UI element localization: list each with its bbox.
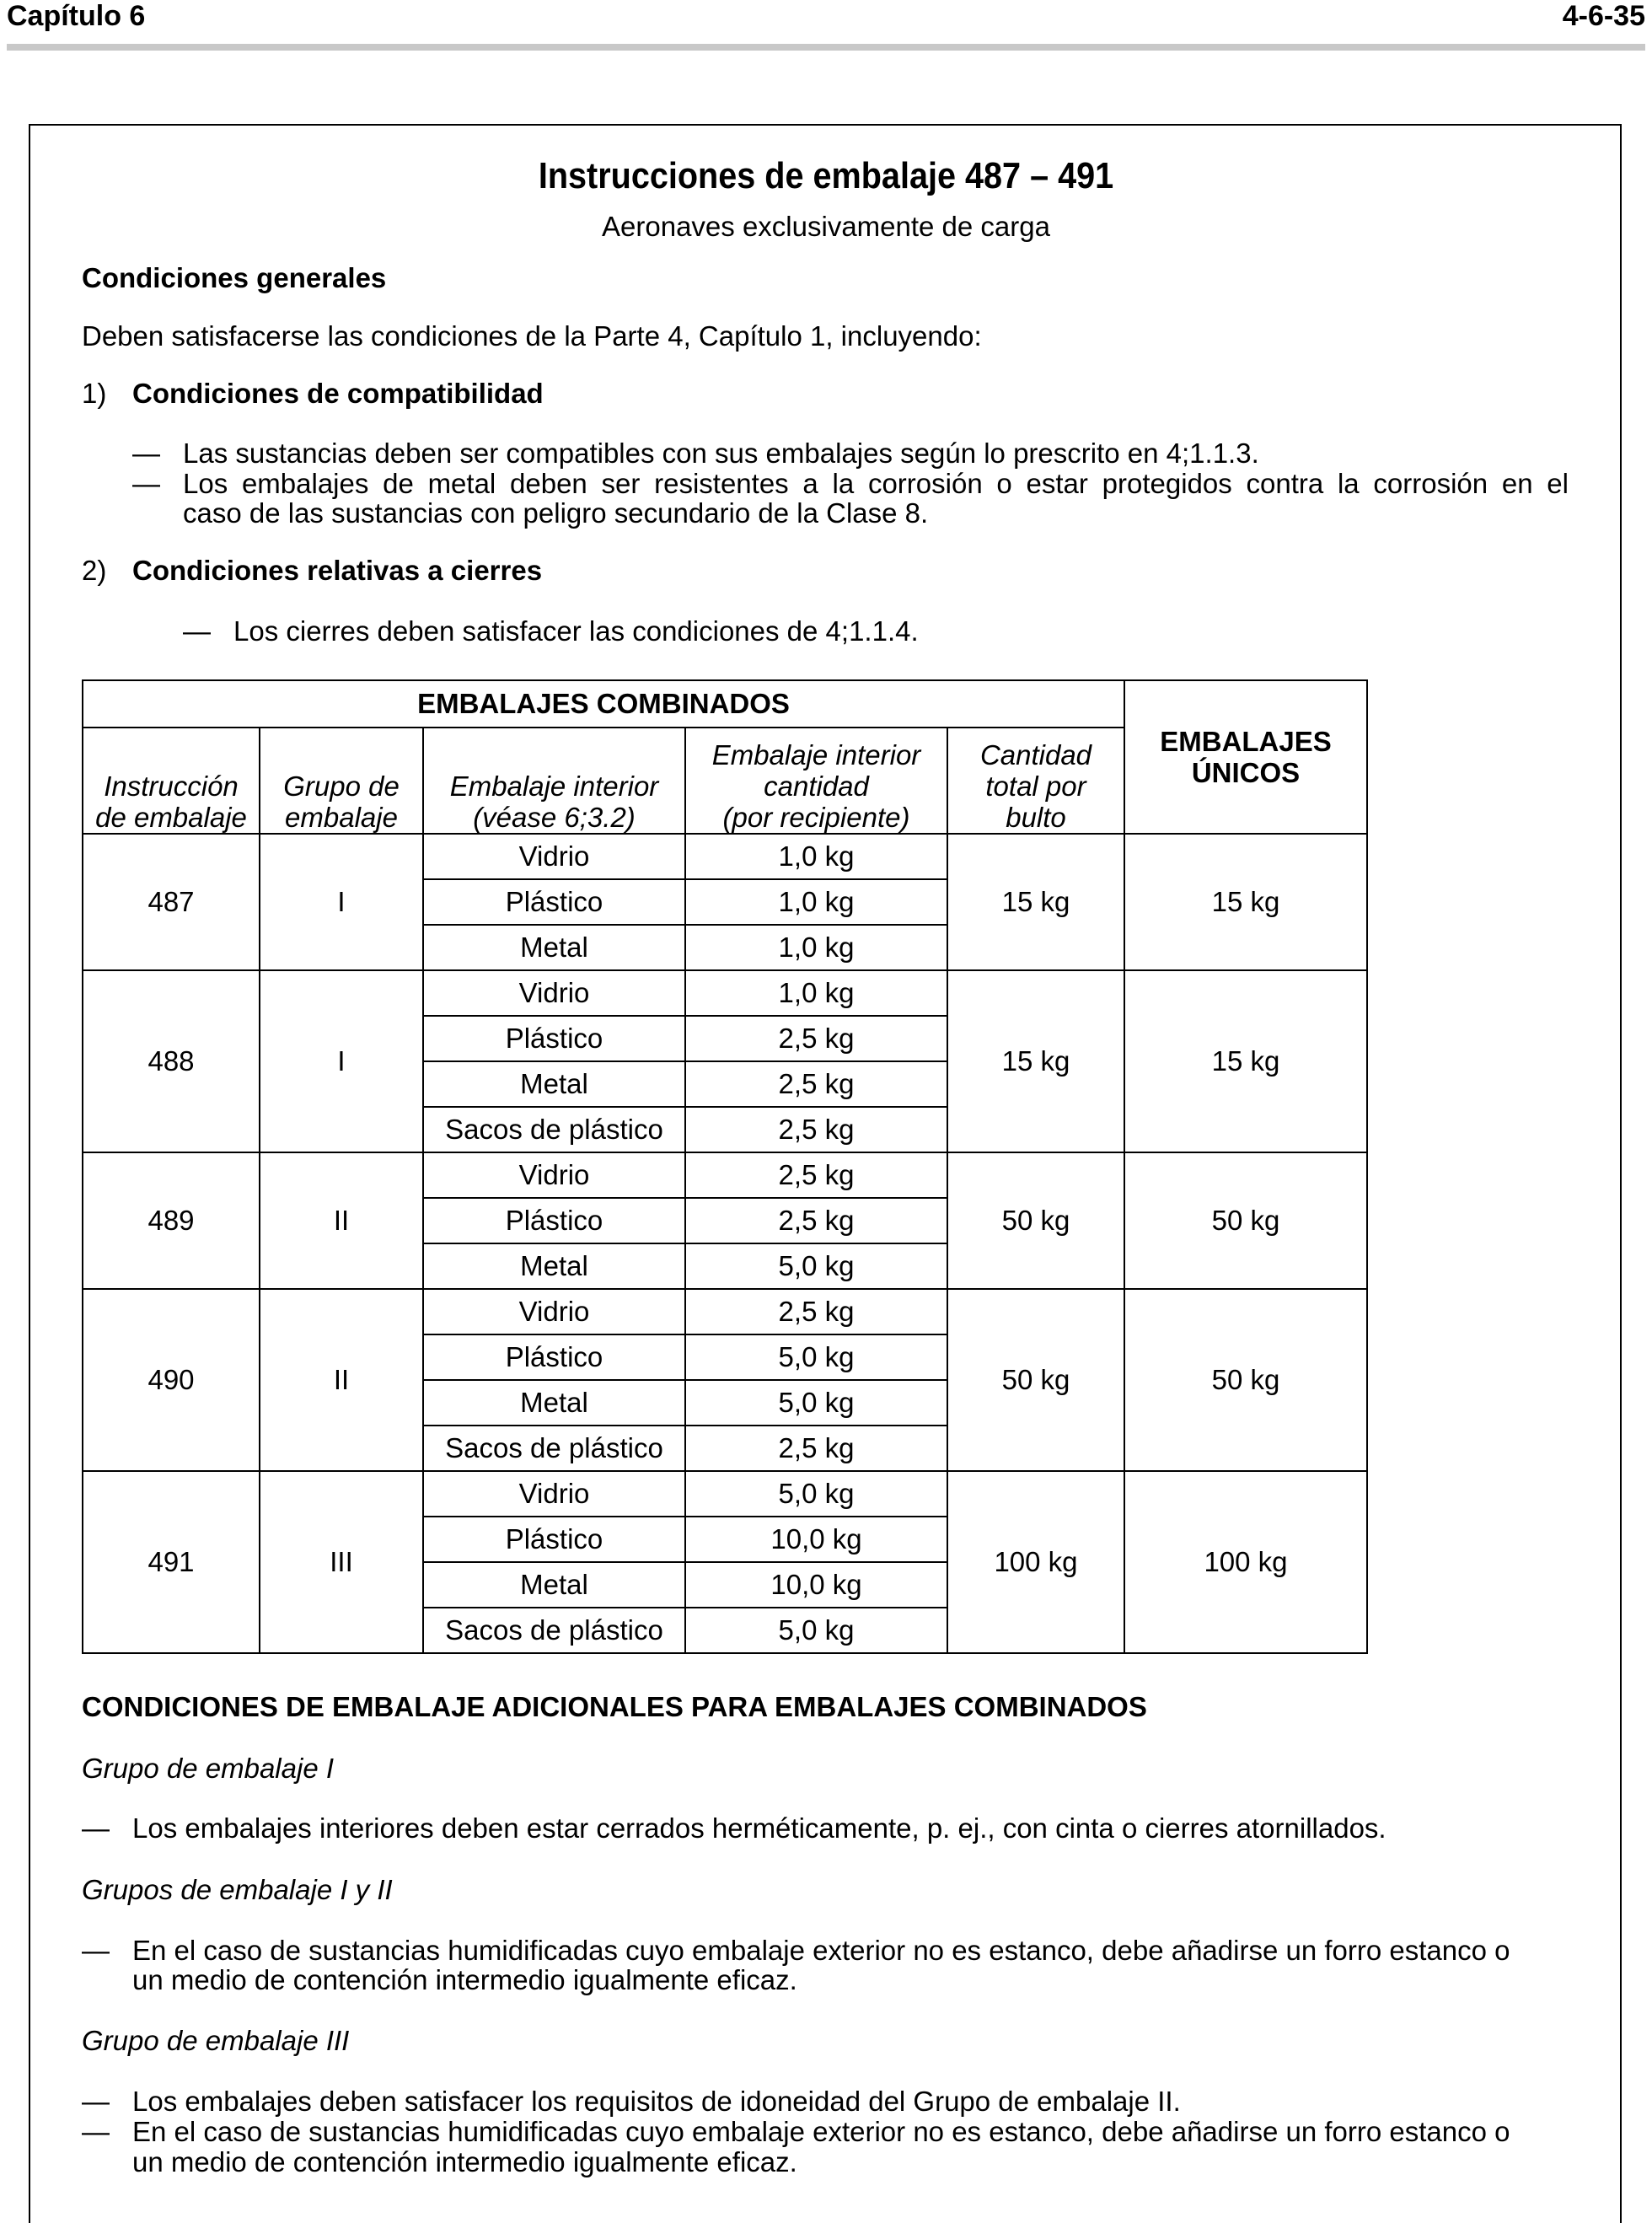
inner-quantity-cell: 5,0 kg — [685, 1380, 947, 1426]
header-line: Cantidad — [979, 739, 1092, 771]
page-subtitle: Aeronaves exclusivamente de carga — [602, 211, 1050, 242]
inner-quantity-cell: 10,0 kg — [685, 1562, 947, 1608]
instruction-cell: 489 — [83, 1152, 260, 1289]
inner-packaging-cell: Vidrio — [423, 1152, 685, 1198]
instruction-cell: 491 — [83, 1471, 260, 1653]
dash-bullet: — — [82, 1935, 110, 1966]
combined-packagings-header: EMBALAJES COMBINADOS — [83, 680, 1124, 728]
page-number: 4-6-35 — [1562, 0, 1645, 32]
group-iii-title: Grupo de embalaje III — [82, 2025, 350, 2056]
header-line: ÚNICOS — [1191, 757, 1301, 788]
inner-packaging-cell: Metal — [423, 1380, 685, 1426]
header-line: de embalaje — [95, 802, 247, 833]
condition-2-number: 2) — [82, 555, 107, 586]
single-packaging-cell: 50 kg — [1124, 1152, 1367, 1289]
condition-1-number: 1) — [82, 378, 107, 409]
inner-quantity-cell: 5,0 kg — [685, 1471, 947, 1517]
inner-quantity-cell: 1,0 kg — [685, 834, 947, 879]
instruction-col-header — [83, 728, 260, 834]
dash-bullet: — — [82, 1812, 110, 1844]
group-iii-bullet-2-line-2: un medio de contención intermedio igualmente eficaz. — [132, 2146, 797, 2177]
header-line: Embalaje interior — [449, 771, 659, 802]
header-line: Grupo de — [283, 771, 400, 802]
inner-packaging-cell: Plástico — [423, 1334, 685, 1380]
header-line: (por recipiente) — [722, 802, 910, 833]
total-quantity-cell: 50 kg — [947, 1289, 1124, 1471]
compat-bullet-2-line-1: Los embalajes de metal deben ser resistentes a la corrosión o estar protegidos contra la corrosión en el — [183, 468, 1569, 499]
inner-quantity-col-header — [685, 728, 947, 834]
dash-bullet: — — [183, 615, 211, 647]
inner-packaging-cell: Sacos de plástico — [423, 1608, 685, 1653]
total-quantity-col-header — [947, 728, 1124, 834]
group-cell: II — [260, 1152, 423, 1289]
inner-quantity-cell: 2,5 kg — [685, 1061, 947, 1107]
inner-packaging-cell: Metal — [423, 925, 685, 970]
single-packagings-header — [1124, 680, 1367, 834]
groups-i-ii-bullet-line-1: En el caso de sustancias humidificadas cuyo embalaje exterior no es estanco, debe añadirse un forro estanco o — [132, 1935, 1510, 1966]
header-line: bulto — [1006, 802, 1066, 833]
inner-packaging-cell: Sacos de plástico — [423, 1426, 685, 1471]
instruction-cell: 487 — [83, 834, 260, 970]
inner-quantity-cell: 2,5 kg — [685, 1016, 947, 1061]
group-i-bullet: Los embalajes interiores deben estar cerrados herméticamente, p. ej., con cinta o cierres atornillados. — [132, 1812, 1386, 1844]
inner-quantity-cell: 2,5 kg — [685, 1152, 947, 1198]
group-cell: I — [260, 834, 423, 970]
running-header — [0, 0, 1652, 51]
header-line: Embalaje interior — [711, 739, 921, 771]
inner-quantity-cell: 1,0 kg — [685, 925, 947, 970]
inner-packaging-cell: Plástico — [423, 879, 685, 925]
inner-quantity-cell: 1,0 kg — [685, 879, 947, 925]
inner-packaging-cell: Metal — [423, 1061, 685, 1107]
closures-bullet: Los cierres deben satisfacer las condiciones de 4;1.1.4. — [233, 615, 919, 647]
instruction-cell: 490 — [83, 1289, 260, 1471]
groups-i-ii-bullet-line-2: un medio de contención intermedio igualmente eficaz. — [132, 1964, 797, 1995]
total-quantity-cell: 50 kg — [947, 1152, 1124, 1289]
inner-packaging-cell: Plástico — [423, 1517, 685, 1562]
dash-bullet: — — [132, 468, 160, 499]
single-packaging-cell: 15 kg — [1124, 834, 1367, 970]
general-conditions-heading: Condiciones generales — [82, 262, 387, 293]
instruction-cell: 488 — [83, 970, 260, 1152]
inner-quantity-cell: 5,0 kg — [685, 1243, 947, 1289]
header-line: cantidad — [764, 771, 869, 802]
header-line: EMBALAJES — [1160, 726, 1332, 757]
inner-quantity-cell: 1,0 kg — [685, 970, 947, 1016]
header-line: total por — [985, 771, 1086, 802]
single-packaging-cell: 15 kg — [1124, 970, 1367, 1152]
compat-bullet-2-line-2: caso de las sustancias con peligro secundario de la Clase 8. — [183, 497, 929, 529]
group-iii-bullet-1: Los embalajes deben satisfacer los requisitos de idoneidad del Grupo de embalaje II. — [132, 2086, 1181, 2117]
additional-conditions-heading: CONDICIONES DE EMBALAJE ADICIONALES PARA EMBALAJES COMBINADOS — [82, 1691, 1147, 1722]
inner-quantity-cell: 2,5 kg — [685, 1198, 947, 1243]
total-quantity-cell: 100 kg — [947, 1471, 1124, 1653]
inner-packaging-cell: Vidrio — [423, 1289, 685, 1334]
condition-1-title: Condiciones de compatibilidad — [132, 378, 544, 409]
single-packaging-cell: 50 kg — [1124, 1289, 1367, 1471]
group-i-title: Grupo de embalaje I — [82, 1753, 335, 1784]
groups-i-ii-title: Grupos de embalaje I y II — [82, 1874, 393, 1905]
inner-packaging-cell: Metal — [423, 1243, 685, 1289]
inner-packaging-col-header — [423, 728, 685, 834]
total-quantity-cell: 15 kg — [947, 834, 1124, 970]
group-cell: II — [260, 1289, 423, 1471]
header-line: Instrucción — [104, 771, 239, 802]
chapter-label: Capítulo 6 — [7, 0, 146, 32]
header-line: (véase 6;3.2) — [473, 802, 636, 833]
inner-quantity-cell: 5,0 kg — [685, 1608, 947, 1653]
dash-bullet: — — [132, 438, 160, 469]
group-iii-bullet-2-line-1: En el caso de sustancias humidificadas cuyo embalaje exterior no es estanco, debe añadirse un forro estanco o — [132, 2116, 1510, 2147]
general-conditions-intro: Deben satisfacerse las condiciones de la Parte 4, Capítulo 1, incluyendo: — [82, 320, 982, 352]
inner-quantity-cell: 2,5 kg — [685, 1289, 947, 1334]
inner-packaging-cell: Metal — [423, 1562, 685, 1608]
header-line: embalaje — [285, 802, 398, 833]
group-cell: I — [260, 970, 423, 1152]
compat-bullet-1: Las sustancias deben ser compatibles con sus embalajes según lo prescrito en 4;1.1.3. — [183, 438, 1259, 469]
inner-quantity-cell: 5,0 kg — [685, 1334, 947, 1380]
group-col-header — [260, 728, 423, 834]
inner-quantity-cell: 2,5 kg — [685, 1426, 947, 1471]
inner-packaging-cell: Plástico — [423, 1198, 685, 1243]
condition-2-title: Condiciones relativas a cierres — [132, 555, 543, 586]
inner-packaging-cell: Vidrio — [423, 834, 685, 879]
inner-quantity-cell: 10,0 kg — [685, 1517, 947, 1562]
inner-packaging-cell: Sacos de plástico — [423, 1107, 685, 1152]
packing-table — [82, 679, 1368, 1654]
group-cell: III — [260, 1471, 423, 1653]
inner-packaging-cell: Vidrio — [423, 1471, 685, 1517]
total-quantity-cell: 15 kg — [947, 970, 1124, 1152]
dash-bullet: — — [82, 2116, 110, 2147]
inner-packaging-cell: Plástico — [423, 1016, 685, 1061]
dash-bullet: — — [82, 2086, 110, 2117]
inner-quantity-cell: 2,5 kg — [685, 1107, 947, 1152]
header-rule — [7, 44, 1645, 51]
inner-packaging-cell: Vidrio — [423, 970, 685, 1016]
single-packaging-cell: 100 kg — [1124, 1471, 1367, 1653]
page-title: Instrucciones de embalaje 487 – 491 — [538, 155, 1114, 196]
